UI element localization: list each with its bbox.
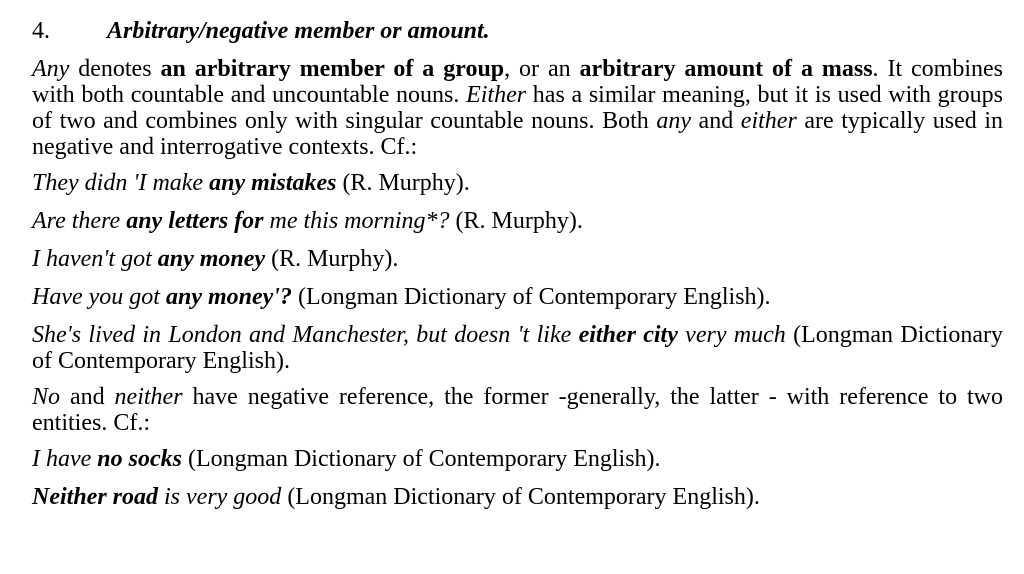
text-span: , or an: [504, 56, 580, 82]
bold-phrase: any letters for: [126, 208, 264, 234]
example-sentence: Have you got any money'? (Longman Dictionary of Contemporary English).: [32, 284, 771, 310]
term-either: either: [740, 108, 797, 134]
bold-phrase: either city: [578, 322, 678, 348]
text-span: denotes: [69, 56, 161, 82]
citation: (Longman Dictionary of Contemporary English).: [32, 322, 1004, 374]
bold-phrase: any money: [157, 246, 266, 272]
bold-phrase: an arbitrary member of a group: [160, 56, 505, 82]
bold-phrase: any money'?: [165, 284, 292, 310]
citation: (Longman Dictionary of Contemporary English).: [281, 484, 760, 510]
text-span: have negative reference, the former -generally, the latter - with reference to two entities. Cf.:: [32, 384, 1004, 436]
bold-phrase: arbitrary amount of a mass: [579, 56, 873, 82]
citation: (R. Murphy).: [449, 208, 583, 234]
citation: (Longman Dictionary of Contemporary English).: [181, 446, 661, 472]
citation: (R. Murphy).: [336, 170, 470, 196]
example-sentence: I haven't got any money (R. Murphy).: [32, 246, 399, 272]
example-sentence: She's lived in London and Manchester, but doesn 't like either city very much (Longman Dictionary of Contemporary English).: [32, 322, 1004, 374]
section-title: Arbitrary/negative member or amount.: [107, 18, 490, 44]
example-sentence: Are there any letters for me this morning*? (R. Murphy).: [32, 208, 583, 234]
text-span: and: [60, 384, 115, 410]
bold-phrase: Neither road: [32, 484, 158, 510]
term-any: Any: [32, 56, 70, 82]
paragraph-any-either: [32, 56, 1003, 160]
term-neither: neither: [114, 384, 183, 410]
citation: (R. Murphy).: [265, 246, 399, 272]
text-span: . It combines with both countable and uncountable nouns.: [32, 56, 1004, 108]
example-sentence: They didn 'I make any mistakes (R. Murphy).: [32, 170, 470, 196]
term-any: any: [656, 108, 691, 134]
text-span: has a similar meaning, but it is used with groups of two and combines only with singular countable nouns. Both: [32, 82, 1003, 134]
bold-phrase: any mistakes: [209, 170, 337, 196]
term-no: No: [32, 384, 61, 410]
section-heading: [32, 14, 1003, 48]
text-span: are typically used in negative and interrogative contexts. Cf.:: [32, 108, 1004, 160]
term-either: Either: [466, 82, 527, 108]
section-number: 4.: [32, 18, 50, 44]
bold-phrase: no socks: [97, 446, 182, 472]
example-sentence: Neither road is very good (Longman Dictionary of Contemporary English).: [32, 484, 760, 510]
citation: (Longman Dictionary of Contemporary English).: [291, 284, 771, 310]
document-page: [32, 14, 1003, 522]
example-sentence: I have no socks (Longman Dictionary of Contemporary English).: [32, 446, 661, 472]
text-span: and: [690, 108, 741, 134]
paragraph-no-neither: [32, 384, 1003, 436]
